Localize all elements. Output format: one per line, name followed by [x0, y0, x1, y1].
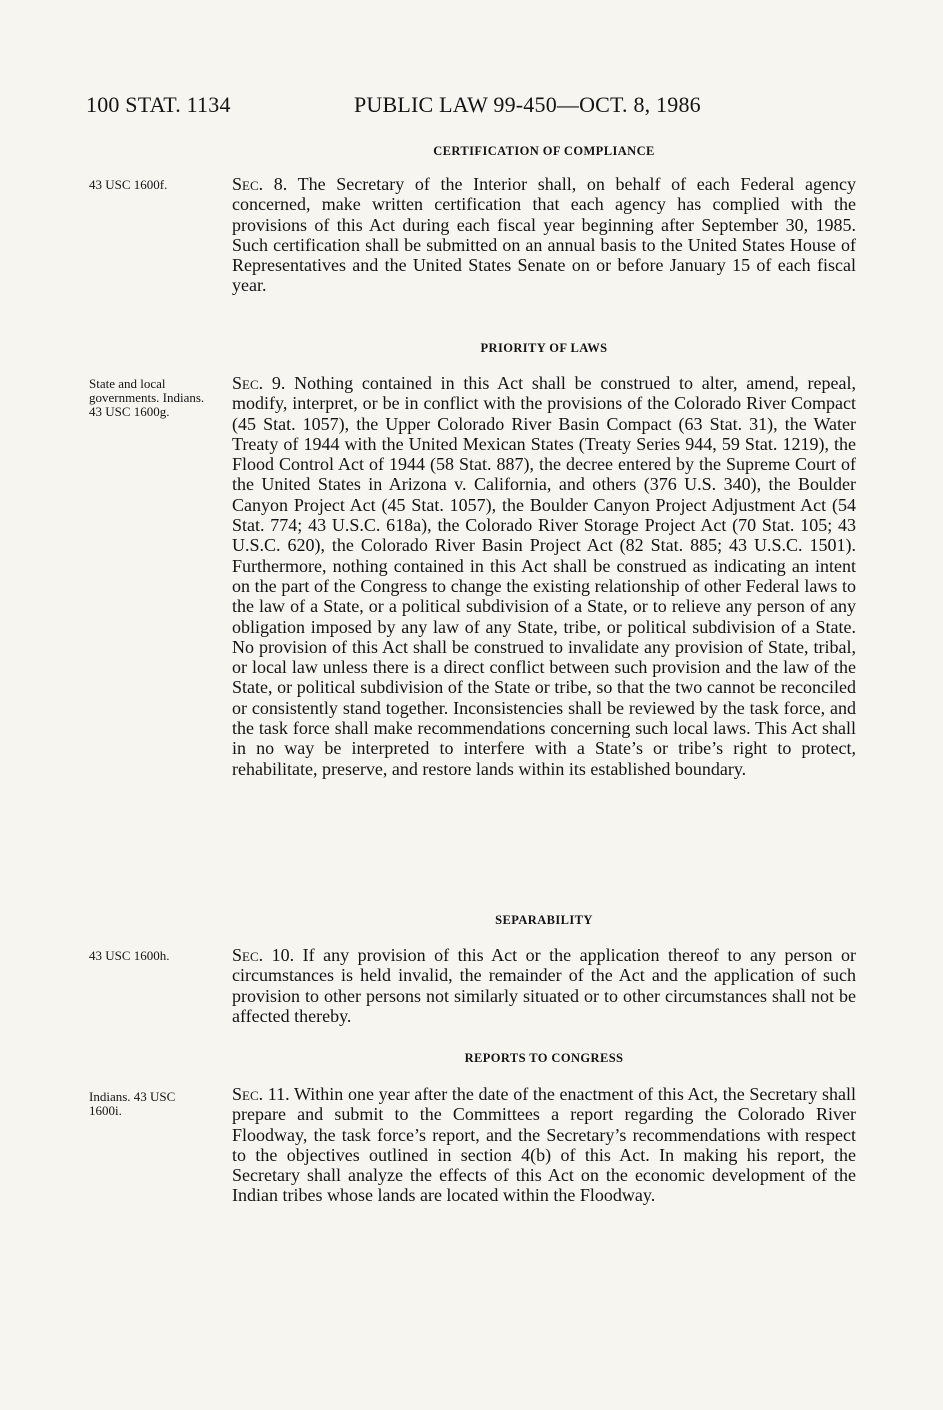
section-text: Nothing contained in this Act shall be construed to alter, amend, repeal, modify, interpret, or be in conflict with the provisions of the Colorado River Compact (45 Stat. 1057), the Upper Colorado River Basin Compact (63 Stat. 31), the Water Treaty of 1944 with the United Mexican States (Treaty Series 944, 59 Stat. 1219), the Flood Control Act of 1944 (58 Stat. 887), the decree entered by the Supreme Court of the United States in Arizona v. California, and others (376 U.S. 340), the Boulder Canyon Project Act (45 Stat. 1057), the Boulder Canyon Project Adjustment Act (54 Stat. 774; 43 U.S.C. 618a), the Colorado River Storage Project Act (70 Stat. 105; 43 U.S.C. 620), the Colorado River Basin Project Act (82 Stat. 885; 43 U.S.C. 1501). Furthermore, nothing contained in this Act shall be construed as indicating an intent on the part of the Congress to change the existing relationship of other Federal laws to the law of a State, or a political subdivision of a State, or to relieve any person of any obligation imposed by any law of any State, tribe, or political subdivision of a State. No provision of this Act shall be construed to invalidate any provision of State, tribal, or local law unless there is a direct conflict between such provision and the law of the State, or political subdivision of the State or tribe, so that the two cannot be reconciled or consistently stand together. Inconsistencies shall be reviewed by the task force, and the task force shall make recommendations concerning such local laws. This Act shall in no way be interpreted to interfere with a State’s or tribe’s right to protect, rehabilitate, preserve, and restore lands within its established boundary. — [232, 373, 856, 779]
margin-note-sec9: State and local governments. Indians. 43 USC 1600g. — [89, 376, 205, 419]
section-heading-reports-to-congress: REPORTS TO CONGRESS — [464, 1051, 624, 1065]
section-heading-separability: SEPARABILITY — [495, 913, 593, 927]
margin-note-sec11: Indians. 43 USC 1600i. — [89, 1089, 176, 1118]
section-label: Sec. 9. — [232, 373, 286, 393]
section-8-paragraph — [232, 174, 856, 296]
margin-note-sec8: 43 USC 1600f. — [89, 177, 168, 192]
section-label: Sec. 11. — [232, 1084, 290, 1104]
section-text: If any provision of this Act or the application thereof to any person or circumstances is held invalid, the remainder of the Act and the application of such provision to other persons not similarly situated or to other circumstances shall not be affected thereby. — [232, 945, 856, 1026]
section-11-paragraph — [232, 1084, 856, 1206]
section-heading-certification: CERTIFICATION OF COMPLIANCE — [433, 144, 655, 158]
section-10-paragraph — [232, 945, 856, 1026]
section-label: Sec. 8. — [232, 174, 288, 194]
section-heading-priority-of-laws: PRIORITY OF LAWS — [480, 341, 608, 355]
section-9-paragraph — [232, 373, 856, 779]
section-text: Within one year after the date of the enactment of this Act, the Secretary shall prepare and submit to the Committees a report regarding the Colorado River Floodway, the task force’s report, and the Secretary’s recommendations with respect to the objectives outlined in section 4(b) of this Act. In making his report, the Secretary shall analyze the effects of this Act on the economic development of the Indian tribes whose lands are located within the Floodway. — [232, 1084, 856, 1206]
margin-note-sec10: 43 USC 1600h. — [89, 948, 170, 963]
section-text: The Secretary of the Interior shall, on behalf of each Federal agency concerned, make written certification that each agency has complied with the provisions of this Act during each fiscal year beginning after September 30, 1985. Such certification shall be submitted on an annual basis to the United States House of Representatives and the United States Senate on or before January 15 of each fiscal year. — [232, 174, 856, 296]
section-label: Sec. 10. — [232, 945, 295, 965]
public-law-title: PUBLIC LAW 99-450—OCT. 8, 1986 — [354, 92, 701, 117]
stat-page-number: 100 STAT. 1134 — [86, 92, 231, 117]
page-header — [86, 92, 859, 122]
